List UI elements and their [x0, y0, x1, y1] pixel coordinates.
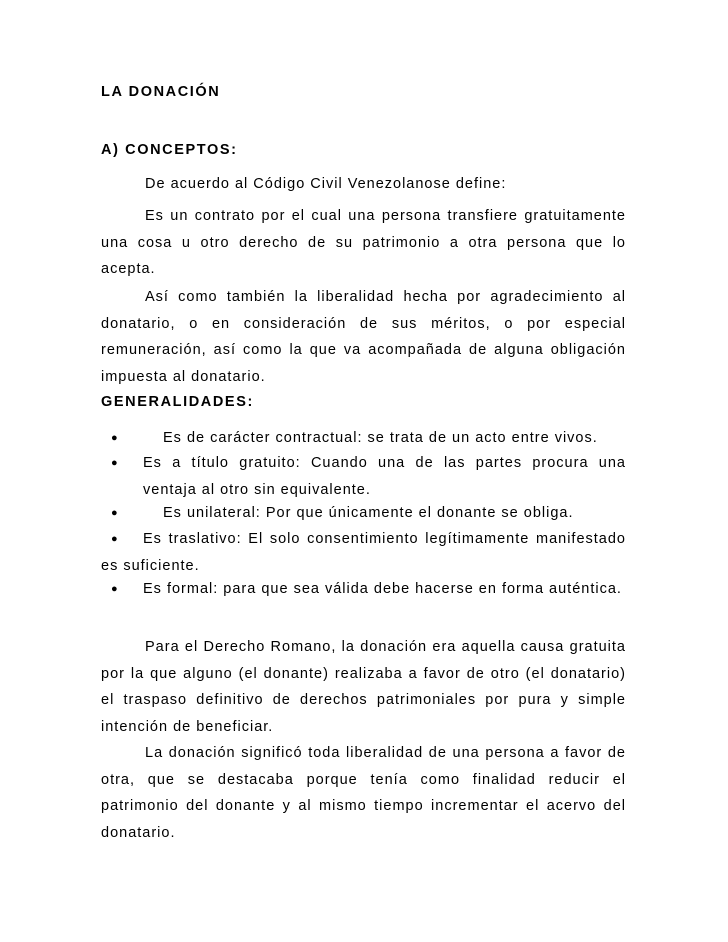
- paragraph-significado: La donación significó toda liberalidad de una persona a favor de otra, que se destacaba porque tenía como finalidad reducir el patrimonio del donante y al mismo tiempo incrementar el acervo del donatario.: [101, 745, 626, 841]
- bullet-icon: ●: [111, 507, 118, 519]
- bullet-icon: ●: [111, 533, 118, 545]
- section-heading-conceptos: A) CONCEPTOS:: [101, 142, 238, 158]
- list-item-text: Es a título gratuito: Cuando una de las partes procura una ventaja al otro sin equivalente.: [143, 455, 626, 498]
- section-heading-generalidades: GENERALIDADES:: [101, 394, 254, 410]
- list-item: [101, 500, 626, 527]
- bullet-icon: ●: [111, 457, 118, 469]
- list-item: [101, 576, 626, 603]
- list-item-text: Es unilateral: Por que únicamente el donante se obliga.: [163, 505, 574, 521]
- list-item-text: Es formal: para que sea válida debe hacerse en forma auténtica.: [143, 581, 622, 597]
- list-item: [101, 425, 626, 452]
- list-item: [101, 526, 626, 579]
- paragraph-liberalidad: Así como también la liberalidad hecha por agradecimiento al donatario, o en consideración de sus méritos, o por especial remuneración, así como la que va acompañada de alguna obligación impuesta al donatario.: [101, 289, 626, 385]
- bullet-icon: ●: [111, 432, 118, 444]
- bullet-icon: ●: [111, 583, 118, 595]
- list-item: [101, 450, 626, 503]
- document-title: LA DONACIÓN: [101, 84, 221, 100]
- list-item-text: Es traslativo: El solo consentimiento legítimamente manifestado es suficiente.: [101, 531, 626, 574]
- paragraph-intro: De acuerdo al Código Civil Venezolanose define:: [145, 176, 507, 192]
- list-item-text: Es de carácter contractual: se trata de un acto entre vivos.: [163, 430, 598, 446]
- paragraph-definition: Es un contrato por el cual una persona transfiere gratuitamente una cosa u otro derecho de su patrimonio a otra persona que lo acepta.: [101, 208, 626, 277]
- paragraph-derecho-romano: Para el Derecho Romano, la donación era aquella causa gratuita por la que alguno (el donante) realizaba a favor de otro (el donatario) el traspaso definitivo de derechos patrimoniales por pura y simple intención de beneficiar.: [101, 639, 626, 735]
